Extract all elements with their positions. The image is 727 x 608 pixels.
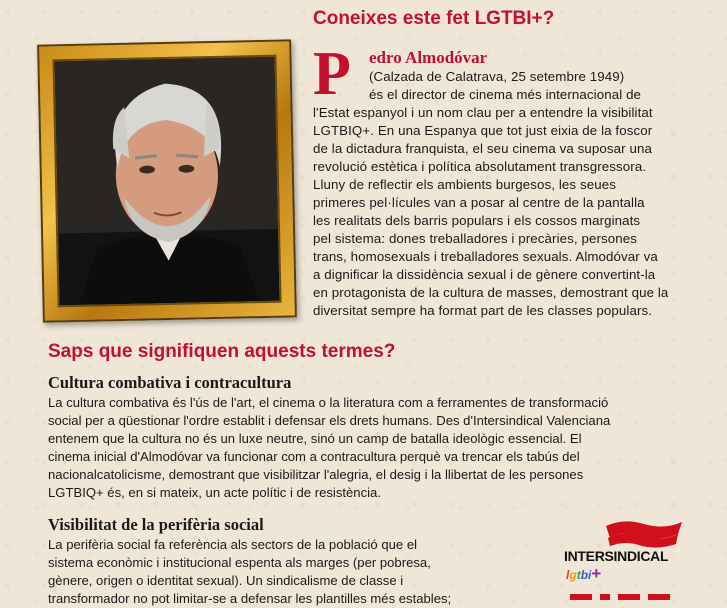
bio-line: LGTBIQ+. En una Espanya que tot just eixia de la foscor xyxy=(313,123,653,138)
paragraph-line: La perifèria social fa referència als sectors de la població que el xyxy=(48,537,418,552)
bio-line: les realitats dels barris populars i els cossos marginats xyxy=(313,213,641,228)
logo-name: INTERSINDICAL xyxy=(564,548,669,564)
plus-icon: + xyxy=(591,564,602,583)
bio-line: l'Estat espanyol i un nom clau per a entendre la visibilitat xyxy=(313,105,653,120)
logo-tag-part: l xyxy=(566,568,570,582)
paragraph-line: sistema econòmic i institucional espenta als marges (per pobresa, xyxy=(48,555,431,570)
bio-line: és el director de cinema més internacional de xyxy=(369,87,642,102)
section-title-terms: Saps que signifiquen aquests termes? xyxy=(48,341,396,362)
intersindical-logo xyxy=(560,512,690,600)
logo-tag-part: g xyxy=(569,568,577,582)
paragraph-line: cinema inicial d'Almodóvar va funcionar com a contracultura perquè va trencar els tabús del xyxy=(48,449,580,464)
bio-line: (Calzada de Calatrava, 25 setembre 1949) xyxy=(369,69,625,84)
bio-line: en protagonista de la cultura de masses, demostrant que la xyxy=(313,285,669,300)
portrait-image xyxy=(54,57,279,306)
bio-line: diversitat sempre ha format part de les classes populars. xyxy=(313,303,653,318)
bio-line: pel sistema: dones treballadores i precàries, persones xyxy=(313,231,637,246)
portrait-photo xyxy=(52,55,281,308)
paragraph-line: entenem que la cultura no és un luxe neutre, sinó un camp de batalla ideològic essencial. El xyxy=(48,431,582,446)
bio-line: Lluny de reflectir els ambients burgesos, les seues xyxy=(313,177,616,192)
bio-line: a dignificar la dissidència sexual i de gènere convertint-la xyxy=(313,267,656,282)
portrait-frame xyxy=(37,39,297,322)
paragraph-line: transformador no pot limitar-se a defensar les plantilles més estables; xyxy=(48,591,452,606)
bio-line: trans, homosexuals i treballadores sexuals. Almodóvar va xyxy=(313,249,658,264)
flag-icon xyxy=(604,516,684,548)
drop-cap: P xyxy=(313,40,351,108)
paragraph-line: LGTBIQ+ és, en si mateix, un acte polític i de resistència. xyxy=(48,485,381,500)
bio-line: primeres pel·lícules van a posar al centre de la pantalla xyxy=(313,195,645,210)
paragraph-line: nacionalcatolicisme, demostrant que visibilitzar l'alegria, el desig i la llibertat de les persones xyxy=(48,467,584,482)
paragraph-line: gènere, origen o identitat sexual). Un sindicalisme de classe i xyxy=(48,573,404,588)
paragraph-line: social per a qüestionar l'ordre establit i defensar els drets humans. Des d'Intersindical Valenciana xyxy=(48,413,611,428)
logo-tagline xyxy=(566,564,601,584)
subsection-title-periphery: Visibilitat de la perifèria social xyxy=(48,515,264,534)
section-title-fact: Coneixes este fet LGTBI+? xyxy=(313,8,555,29)
bio-name: edro Almodóvar xyxy=(369,48,488,67)
logo-tag-part: bi xyxy=(580,568,592,582)
paragraph-line: La cultura combativa és l'ús de l'art, el cinema o la literatura com a ferramentes de transformació xyxy=(48,395,609,410)
logo-bottom-bars xyxy=(570,590,680,600)
subsection-title-culture: Cultura combativa i contracultura xyxy=(48,373,292,392)
logo-tag-part: t xyxy=(576,568,581,582)
bio-line: revolució estètica i política absolutament transgressora. xyxy=(313,159,647,174)
bio-line: de la dictadura franquista, el seu cinema va suposar una xyxy=(313,141,652,156)
